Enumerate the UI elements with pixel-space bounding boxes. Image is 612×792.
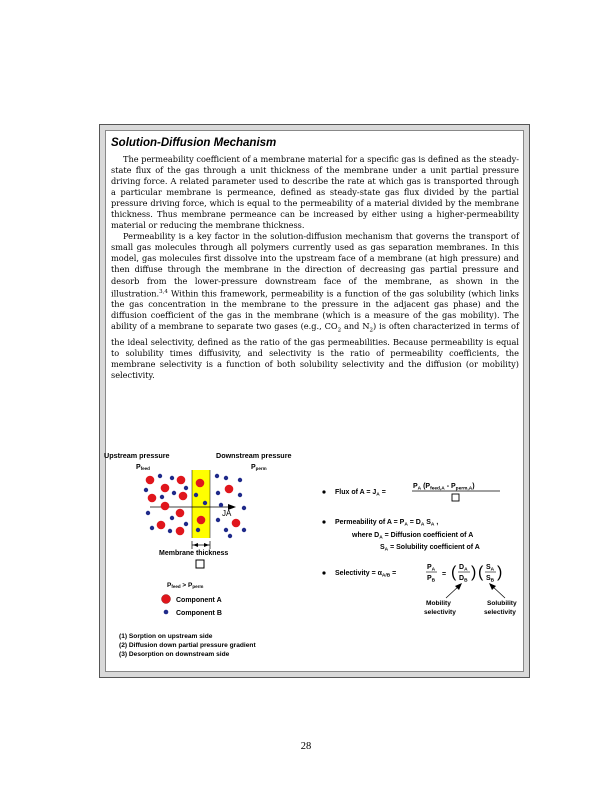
molecule-b bbox=[150, 526, 154, 530]
molecule-a bbox=[161, 484, 170, 493]
molecule-b bbox=[203, 501, 207, 505]
selectivity-db: $D_B$ bbox=[459, 575, 468, 584]
thickness-symbol bbox=[196, 560, 204, 568]
molecule-b bbox=[184, 486, 188, 490]
selectivity-label: Selectivity = $\alpha_{A/B}$ = bbox=[335, 570, 397, 579]
molecule-b bbox=[196, 528, 200, 532]
solubility-coefficient-def: $S_A$ = Solubility coefficient of A bbox=[380, 544, 480, 553]
molecule-b bbox=[219, 503, 223, 507]
molecule-b bbox=[238, 478, 242, 482]
molecule-b bbox=[144, 488, 148, 492]
selectivity-da: $D_A$ bbox=[459, 564, 468, 573]
molecule-a bbox=[225, 485, 234, 494]
molecule-b bbox=[146, 511, 150, 515]
molecule-a bbox=[146, 476, 155, 485]
step-3: (3) Desorption on downstream side bbox=[119, 651, 230, 658]
section-heading: Solution-Diffusion Mechanism bbox=[111, 137, 277, 149]
legend-component-a: Component A bbox=[176, 597, 222, 604]
permeability-equation: Permeability of $A = P_A = D_A$ $S_A$ , bbox=[335, 519, 439, 528]
molecule-a bbox=[161, 502, 170, 511]
legend-component-b-swatch bbox=[164, 610, 169, 615]
paragraph-2: Permeability is a key factor in the solution-diffusion mechanism that governs the transport of small gas molecules through all polymers currently used as gas separation membranes. In this model, gas molecules first dissolve into the upstream face of a membrane (at high pressure) and then diffuse through the membrane in the direction of decreasing gas partial pressure and desorb from the lower-pressure downstream face of the membrane, as shown in the illustration.$^{3,4}$ Within this framework, permeability is a function of the gas solubility (which links the gas concentration in the membrane to the pressure in the adjacent gas phase) and the diffusion coefficient of the gas in the membrane (which is a measure of the gas mobility). The ability of a membrane to separate two gases (e.g., $CO_2$ and $N_2$) is often characterized in terms of the ideal selectivity, defined as the ratio of the gas permeabilities. Because permeability is equal to solubility times diffusivity, and selectivity is the ratio of permeability coefficients, the membrane selectivity is a function of both solubility selectivity and the diffusion (or mobility) selectivity. bbox=[111, 231, 520, 381]
page-number: 28 bbox=[300, 741, 312, 752]
mobility-selectivity-label: Mobility bbox=[426, 600, 451, 607]
mobility-selectivity-label-2: selectivity bbox=[424, 609, 456, 616]
bullet-icon bbox=[322, 490, 325, 493]
svg-text:): ) bbox=[471, 564, 477, 581]
bullet-icon bbox=[322, 520, 325, 523]
molecule-a bbox=[197, 516, 206, 525]
diffusion-coefficient-def: where $D_A$ = Diffusion coefficient of A bbox=[352, 532, 474, 541]
svg-text:): ) bbox=[497, 564, 503, 581]
selectivity-pa: $P_A$ bbox=[427, 564, 436, 573]
legend-component-a-swatch bbox=[162, 595, 171, 604]
selectivity-sa: $S_A$ bbox=[486, 564, 495, 573]
svg-text:=: = bbox=[442, 571, 447, 578]
solubility-selectivity-label: Solubility bbox=[487, 600, 517, 607]
molecule-b bbox=[168, 529, 172, 533]
paragraph-1: The permeability coefficient of a membrane material for a specific gas is defined as the steady-state flux of the gas through a unit thickness of the membrane under a unit partial pressure driving force. A related parameter used to describe the rate at which gas is transported through a particular membrane is permeance, defined as steady-state gas flux divided by the partial pressure driving force, which is equal to the permeability of a material divided by the membrane thickness. Thus membrane permeance can be increased by either using a higher-permeability material or reducing the membrane thickness. bbox=[111, 154, 519, 231]
molecule-b bbox=[216, 518, 220, 522]
molecule-a bbox=[148, 494, 157, 503]
molecule-a bbox=[196, 479, 205, 488]
svg-text:(: ( bbox=[451, 564, 457, 581]
downstream-pressure-label: Downstream pressure bbox=[216, 451, 292, 460]
p-perm-label: Pperm bbox=[251, 464, 267, 471]
molecule-b bbox=[224, 528, 228, 532]
molecule-b bbox=[242, 528, 246, 532]
molecule-a bbox=[177, 476, 186, 485]
molecule-b bbox=[160, 495, 164, 499]
pressure-relation: Pfeed > Pperm bbox=[167, 582, 204, 589]
molecule-b bbox=[242, 506, 246, 510]
legend-component-b: Component B bbox=[176, 610, 222, 617]
selectivity-sb: $S_B$ bbox=[486, 575, 495, 584]
molecule-b bbox=[228, 534, 232, 538]
molecule-b bbox=[238, 493, 242, 497]
molecule-a bbox=[157, 521, 166, 530]
step-1: (1) Sorption on upstream side bbox=[119, 633, 213, 640]
molecule-a bbox=[176, 509, 185, 518]
molecule-b bbox=[170, 516, 174, 520]
molecule-a bbox=[179, 492, 188, 501]
flux-equation-label: Flux of $A = J_A$ = bbox=[335, 489, 386, 498]
solubility-selectivity-label-2: selectivity bbox=[484, 609, 516, 616]
molecule-a bbox=[176, 527, 185, 536]
flux-equation-numerator: $P_A$ $(P_{feed,A} - P_{perm,A})$ bbox=[413, 483, 475, 492]
molecule-b bbox=[194, 493, 198, 497]
molecule-b bbox=[216, 491, 220, 495]
svg-text:(: ( bbox=[478, 564, 484, 581]
molecule-a bbox=[232, 519, 241, 528]
bullet-icon bbox=[322, 571, 325, 574]
equations bbox=[322, 483, 517, 616]
flux-symbol: JA bbox=[222, 509, 232, 518]
p-feed-label: Pfeed bbox=[136, 464, 150, 471]
molecule-b bbox=[184, 522, 188, 526]
molecule-b bbox=[215, 474, 219, 478]
molecule-b bbox=[172, 491, 176, 495]
thickness-box bbox=[452, 494, 459, 501]
molecule-b bbox=[170, 476, 174, 480]
molecule-b bbox=[224, 476, 228, 480]
membrane-thickness-label: Membrane thickness bbox=[159, 550, 229, 557]
selectivity-pb: $P_B$ bbox=[427, 575, 436, 584]
step-2: (2) Diffusion down partial pressure gradient bbox=[119, 642, 256, 649]
molecule-b bbox=[158, 474, 162, 478]
upstream-pressure-label: Upstream pressure bbox=[104, 451, 170, 460]
